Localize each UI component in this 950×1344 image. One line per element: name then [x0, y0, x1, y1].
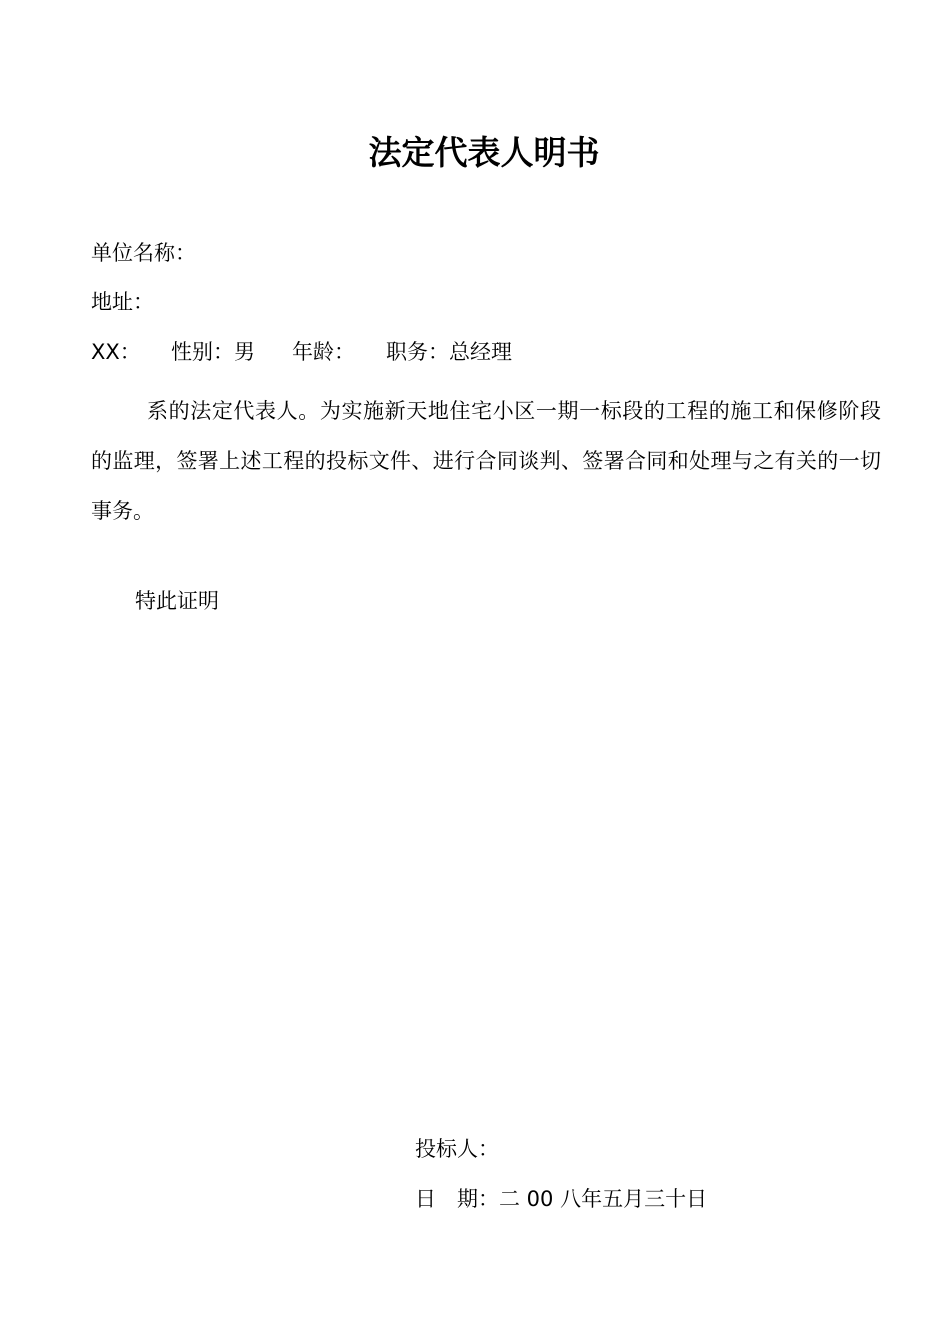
- body-paragraph: 系的法定代表人。为实施新天地住宅小区一期一标段的工程的施工和保修阶段的监理，签署上述工程的投标文件、进行合同谈判、签署合同和处理与之有关的一切事务。: [91, 399, 881, 523]
- date-line: 日 期：二 00 八年五月三十日: [415, 1187, 708, 1211]
- age-field: 年龄：: [292, 340, 355, 364]
- gender-field: 性别：男: [171, 340, 255, 364]
- name-field: XX：: [91, 340, 141, 364]
- address-line: 地址：: [91, 290, 154, 314]
- certify-line: 特此证明: [135, 589, 219, 613]
- bidder-line: 投标人：: [415, 1137, 499, 1161]
- unit-name-line: 单位名称：: [91, 241, 196, 265]
- document-title: 法定代表人明书: [368, 133, 600, 172]
- position-field: 职务：总经理: [386, 340, 512, 364]
- person-info-line: [91, 337, 512, 367]
